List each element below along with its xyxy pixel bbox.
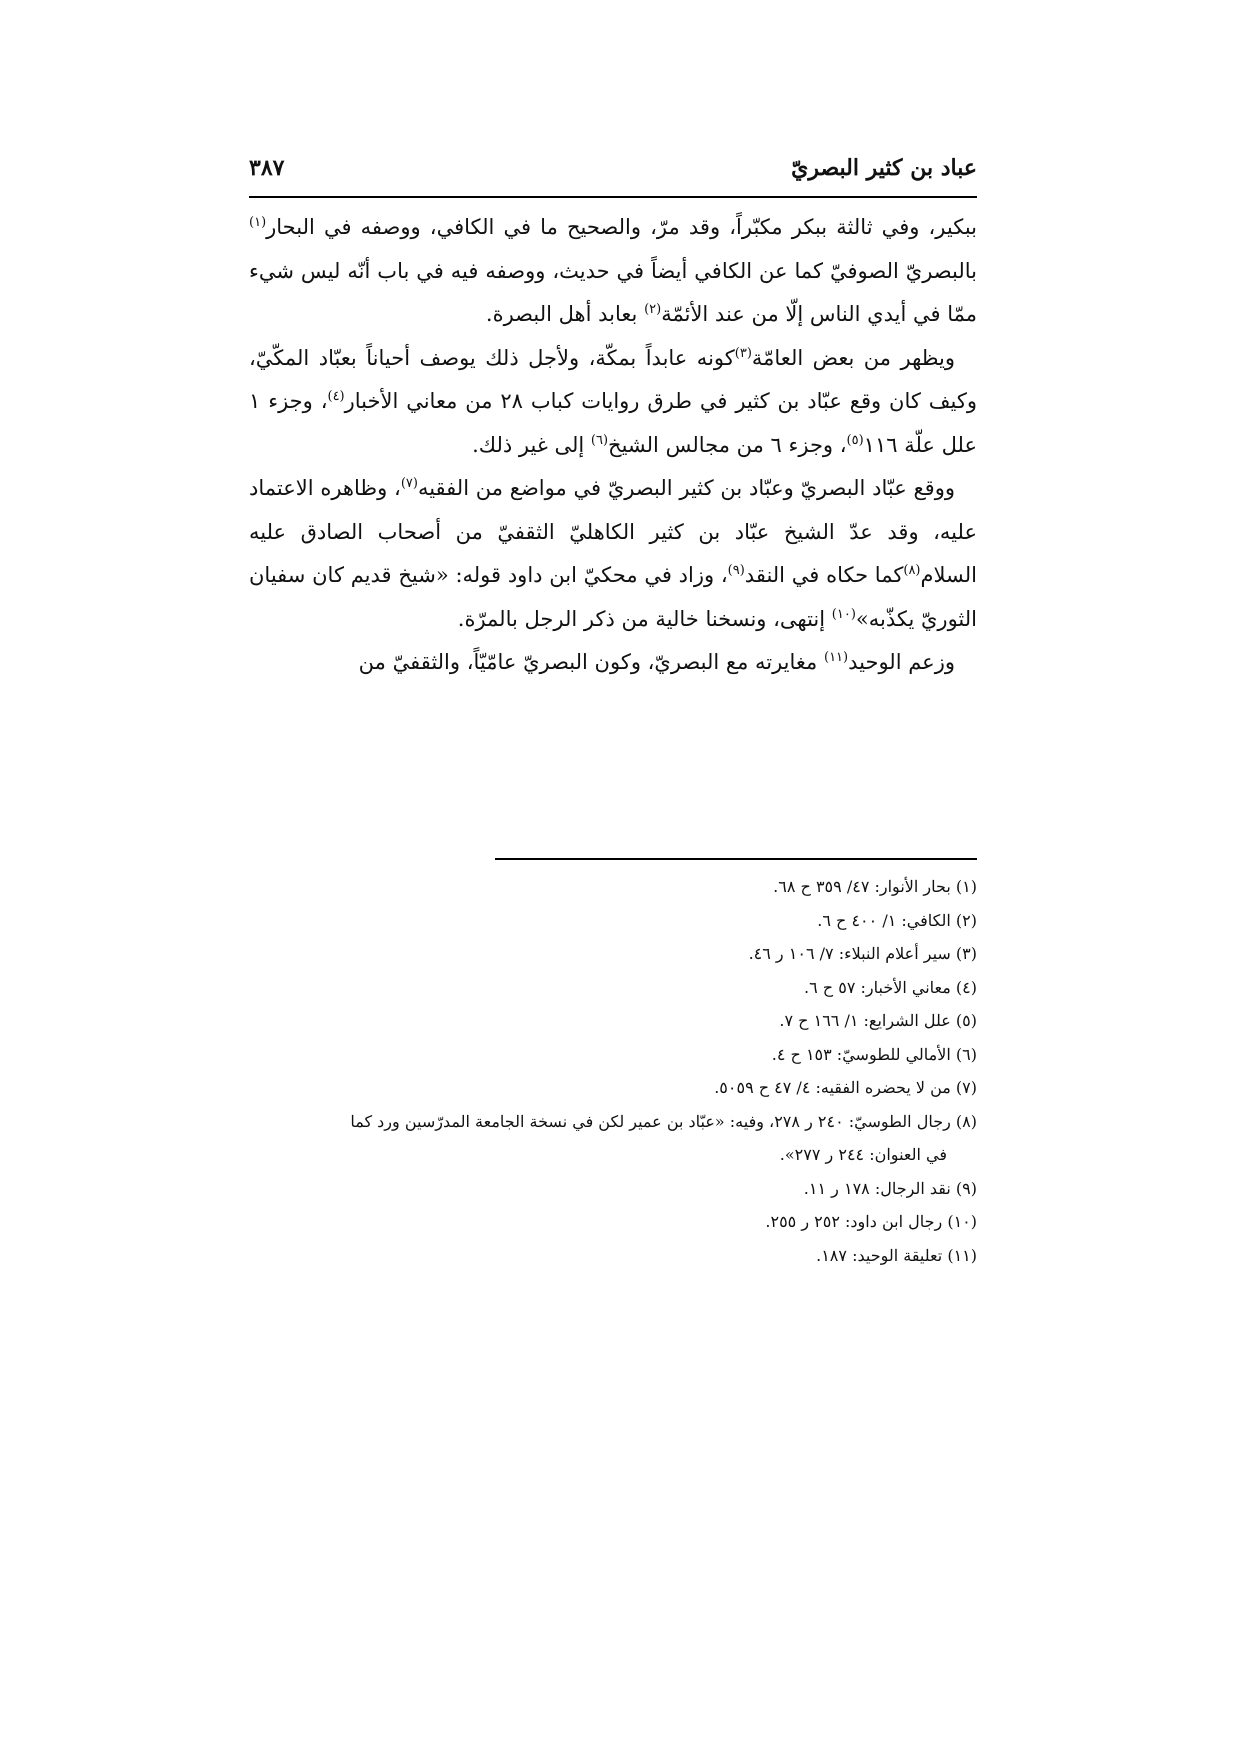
footnote-number: (١١) [947, 1245, 977, 1265]
footnote-text: تعليقة الوحيد: ١٨٧. [816, 1245, 943, 1265]
footnote-reference[interactable]: (٧) [400, 476, 418, 491]
body-paragraph [249, 206, 977, 337]
footnote-item [249, 971, 977, 1005]
footnote-number: (٦) [955, 1044, 977, 1064]
footnote-text: من لا يحضره الفقيه: ٤/ ٤٧ ح ٥٠٥٩. [714, 1078, 951, 1097]
footnote-number: (٢) [955, 910, 977, 930]
body-text-run: كما حكاه في النقد [744, 563, 904, 587]
footnote-item [249, 1004, 977, 1038]
footnote-separator [495, 858, 977, 860]
footnote-text: معاني الأخبار: ٥٧ ح ٦. [804, 977, 951, 997]
body-text-run: ، وجزء ١ علل علّة ١١٦ [249, 389, 977, 457]
footnote-number: (٥) [955, 1011, 977, 1030]
footnote-reference[interactable]: (٩) [727, 563, 745, 578]
footnote-number: (١) [955, 877, 977, 896]
footnote-number: (٩) [955, 1178, 977, 1198]
footnote-reference[interactable]: (١٠) [831, 606, 856, 622]
footnote-number: (٧) [955, 1078, 977, 1097]
footnote-item [249, 870, 977, 904]
footnote-text: الكافي: ١/ ٤٠٠ ح ٦. [817, 910, 951, 930]
footnote-item [249, 1038, 977, 1072]
running-title: عباد بن كثير البصريّ [791, 155, 977, 181]
body-text-run: ويظهر من بعض العامّة [751, 345, 955, 370]
running-head [249, 146, 977, 190]
footnote-item [249, 1172, 977, 1206]
footnote-number: (٨) [955, 1111, 977, 1131]
body-text-run: ، وظاهره الاعتماد عليه، وقد عدّ الشيخ عبّاد بن كثير الكاهليّ الثقفيّ من أصحاب الصادق عليه السلام [249, 476, 977, 587]
body-text-run: إلى غير ذلك. [472, 432, 591, 457]
footnote-number: (١٠) [947, 1212, 977, 1231]
body-text-run: مغايرته مع البصريّ، وكون البصريّ عامّيّاً، والثقفيّ من [358, 650, 824, 674]
footnote-item [249, 937, 977, 971]
header-rule [249, 196, 977, 198]
body-paragraph [249, 337, 977, 468]
footnotes [249, 870, 977, 1272]
body-text [249, 206, 977, 685]
footnote-reference[interactable]: (٦) [590, 432, 609, 448]
body-text-run: ببكير، وفي ثالثة ببكر مكبّراً، وقد مرّ، والصحيح ما في الكافي، ووصفه في البحار [266, 215, 977, 239]
footnote-reference[interactable]: (٣) [734, 345, 752, 361]
footnote-reference[interactable]: (٥) [846, 432, 864, 448]
footnote-text: بحار الأنوار: ٤٧/ ٣٥٩ ح ٦٨. [773, 877, 951, 896]
footnote-text: نقد الرجال: ١٧٨ ر ١١. [803, 1178, 951, 1198]
footnote-reference[interactable]: (٢) [644, 302, 662, 317]
body-text-run: ووقع عبّاد البصريّ وعبّاد بن كثير البصريّ في مواضع من الفقيه [417, 476, 955, 500]
body-paragraph [249, 467, 977, 641]
footnote-text: رجال الطوسيّ: ٢٤٠ ر ٢٧٨، وفيه: «عبّاد بن عمير لكن في نسخة الجامعة المدرّسين ورد كما [350, 1111, 951, 1131]
footnote-item [249, 1239, 977, 1273]
body-paragraph [249, 641, 977, 685]
footnote-text: سير أعلام النبلاء: ٧/ ١٠٦ ر ٤٦. [748, 944, 951, 963]
footnote-item [249, 1071, 977, 1105]
body-text-run: كونه عابداً بمكّة، ولأجل ذلك يوصف أحياناً بعبّاد المكّيّ، وكيف كان وقع عبّاد بن كثير في طرق روايات كباب ٢٨ من معاني الأخبار [249, 345, 977, 413]
footnote-text: رجال ابن داود: ٢٥٢ ر ٢٥٥. [765, 1212, 943, 1231]
footnote-reference[interactable]: (٨) [903, 563, 921, 578]
body-text-run: بعابد أهل البصرة. [485, 302, 645, 326]
footnote-number: (٤) [955, 977, 977, 997]
footnote-item [249, 904, 977, 938]
body-text-run: بالبصريّ الصوفيّ كما عن الكافي أيضاً في حديث، ووصفه فيه في باب أنّه ليس شيء ممّا في أيدي الناس إلّا من عند الأئمّة [249, 258, 977, 326]
footnote-item [249, 1205, 977, 1239]
body-text-run: إنتهى، ونسخنا خالية من ذكر الرجل بالمرّة. [457, 606, 832, 631]
body-text-run: ، وجزء ٦ من مجالس الشيخ [608, 432, 847, 457]
footnote-text: علل الشرايع: ١/ ١٦٦ ح ٧. [779, 1011, 951, 1030]
page-number: ٣٨٧ [249, 155, 285, 180]
footnote-reference[interactable]: (١١) [823, 650, 849, 665]
footnote-continuation: في العنوان: ٢٤٤ ر ٢٧٧». [779, 1145, 947, 1164]
book-page [249, 0, 977, 1754]
body-text-run: ، وزاد في محكيّ ابن داود قوله: «شيخ قديم كان سفيان الثوريّ يكذّبه» [249, 563, 977, 631]
footnote-reference[interactable]: (٤) [327, 389, 345, 404]
body-text-run: وزعم الوحيد [848, 650, 955, 674]
footnote-item [249, 1105, 977, 1172]
footnote-number: (٣) [955, 944, 977, 963]
footnote-reference[interactable]: (١) [249, 215, 267, 230]
footnote-text: الأمالي للطوسيّ: ١٥٣ ح ٤. [771, 1044, 951, 1064]
